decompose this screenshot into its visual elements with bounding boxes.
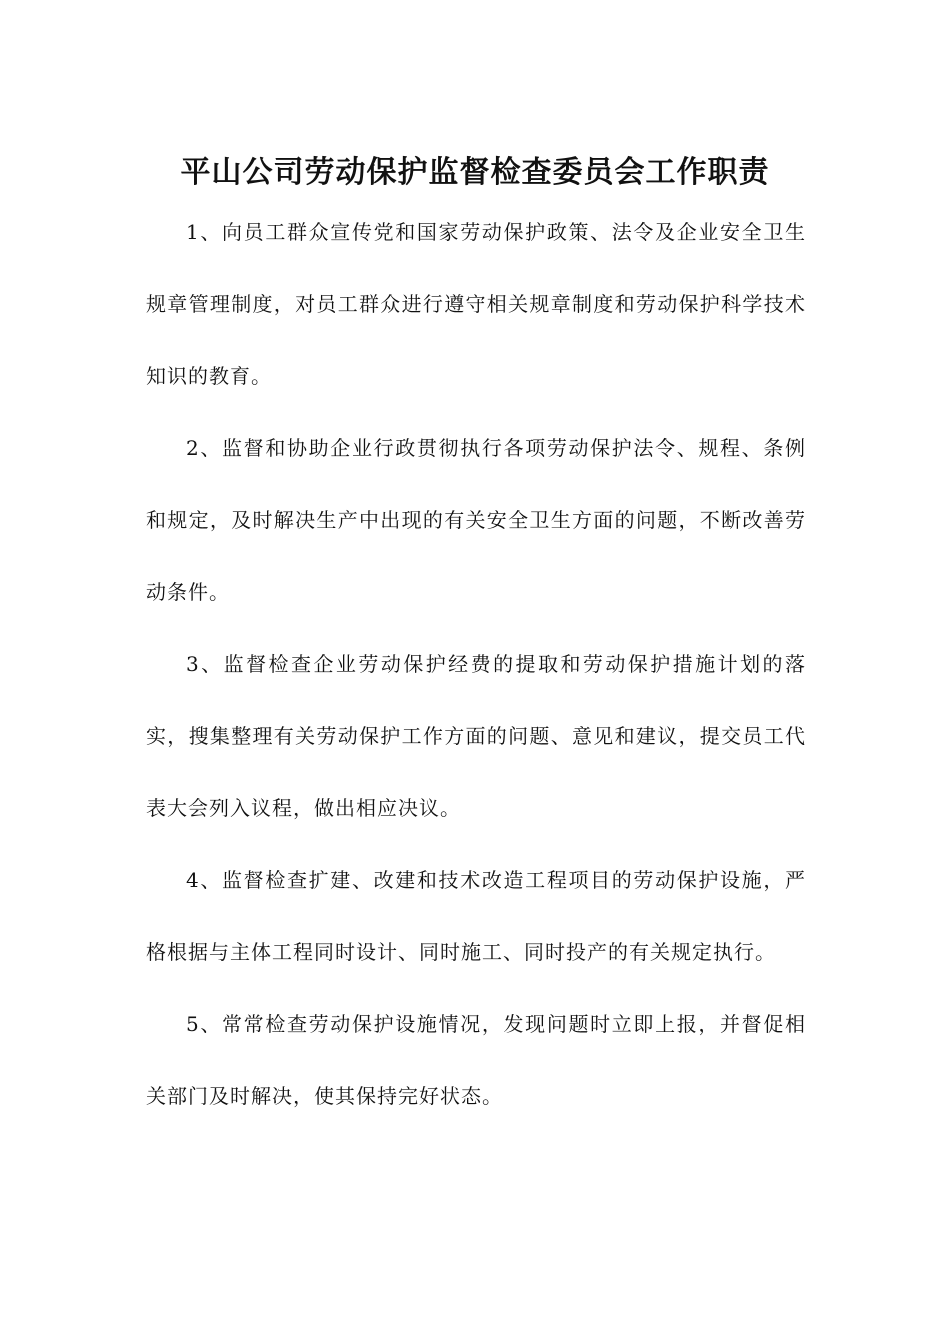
document-body bbox=[146, 196, 806, 1132]
document-title: 平山公司劳动保护监督检查委员会工作职责 bbox=[180, 155, 770, 191]
duty-paragraph-1: 1、向员工群众宣传党和国家劳动保护政策、法令及企业安全卫生规章管理制度，对员工群众进行遵守相关规章制度和劳动保护科学技术知识的教育。 bbox=[146, 220, 806, 388]
duty-paragraph-2: 2、监督和协助企业行政贯彻执行各项劳动保护法令、规程、条例和规定，及时解决生产中出现的有关安全卫生方面的问题，不断改善劳动条件。 bbox=[146, 436, 806, 604]
duty-paragraph-5: 5、常常检查劳动保护设施情况，发现问题时立即上报，并督促相关部门及时解决，使其保持完好状态。 bbox=[146, 1012, 806, 1108]
duty-paragraph-4: 4、监督检查扩建、改建和技术改造工程项目的劳动保护设施，严格根据与主体工程同时设计、同时施工、同时投产的有关规定执行。 bbox=[146, 868, 806, 964]
duty-paragraph-3: 3、监督检查企业劳动保护经费的提取和劳动保护措施计划的落实，搜集整理有关劳动保护工作方面的问题、意见和建议，提交员工代表大会列入议程，做出相应决议。 bbox=[146, 652, 806, 820]
